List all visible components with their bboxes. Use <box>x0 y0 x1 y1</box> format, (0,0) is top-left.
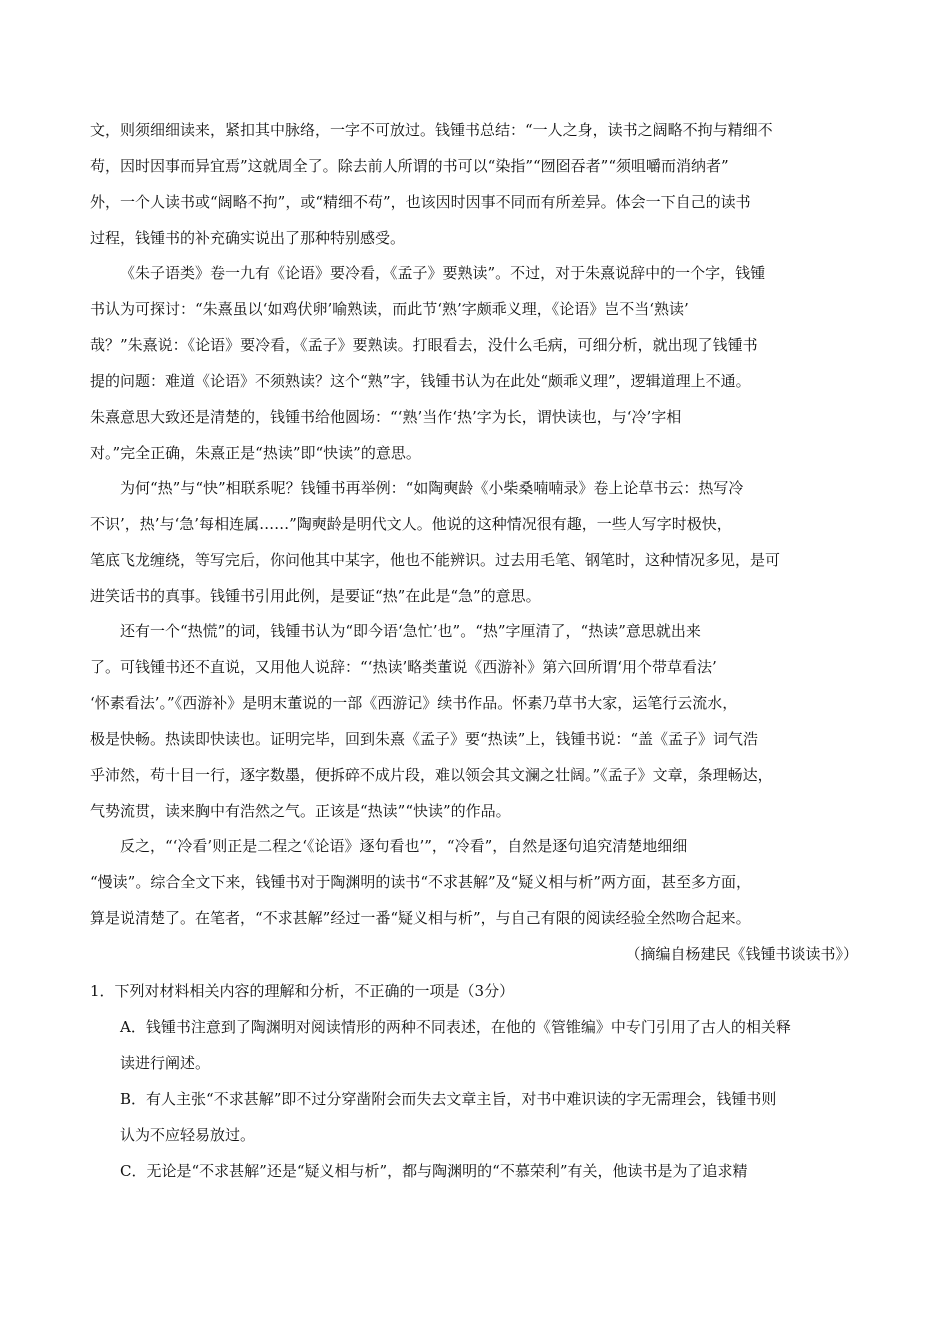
article-line: 哉？”朱熹说：《论语》要冷看，《孟子》要熟读。打眼看去，没什么毛病，可细分析，就出现了钱锺书 <box>90 336 758 354</box>
article-line: 气势流贯，读来胸中有浩然之气。正该是“热读”“快读”的作品。 <box>90 802 511 820</box>
article-line: 极是快畅。热读即快读也。证明完毕，回到朱熹《孟子》要“热读”上，钱锺书说：“盖《孟子》词气浩 <box>90 730 759 748</box>
article-line: 不识’，热’与‘急’每相连属……”陶奭龄是明代文人。他说的这种情况很有趣，一些人写字时极快， <box>90 515 732 533</box>
article-line: 外，一个人读书或“阔略不拘”，或“精细不苟”，也该因时因事不同而有所差异。体会一下自己的读书 <box>90 193 751 211</box>
article-line: “慢读”。综合全文下来，钱锺书对于陶渊明的读书“不求甚解”及“疑义相与析”两方面，甚至多方面， <box>90 873 752 891</box>
option-a: A．钱锺书注意到了陶渊明对阅读情形的两种不同表述，在他的《管锥编》中专门引用了古人的相关释 <box>120 1018 791 1036</box>
option-a-continued: 读进行阐述。 <box>120 1054 211 1072</box>
article-line: ‘怀素看法’。”《西游补》是明末董说的一部《西游记》续书作品。怀素乃草书大家，运笔行云流水， <box>90 694 738 712</box>
option-b-continued: 认为不应轻易放过。 <box>120 1126 256 1144</box>
article-line: 苟，因时因事而异宜焉”这就周全了。除去前人所谓的书可以“染指”“囫囵吞者”“须咀嚼而消纳者” <box>90 157 729 175</box>
article-line: 算是说清楚了。在笔者，“不求甚解”经过一番“疑义相与析”，与自己有限的阅读经验全然吻合起来。 <box>90 909 751 927</box>
article-line: 还有一个“热慌”的词，钱锺书认为“即今语‘急忙’也”。“热”字厘清了，“热读”意思就出来 <box>120 622 701 640</box>
article-line: 对。”完全正确，朱熹正是“热读”即“快读”的意思。 <box>90 444 421 462</box>
article-line: 《朱子语类》卷一九有《论语》要冷看，《孟子》要熟读”。不过，对于朱熹说辞中的一个字，钱锺 <box>120 264 766 282</box>
article-line: 朱熹意思大致还是清楚的，钱锺书给他圆场：“‘熟’当作‘热’字为长，谓快读也，与‘冷’字相 <box>90 408 682 426</box>
article-line: 提的问题：难道《论语》不须熟读？这个“熟”字，钱锺书认为在此处“颇乖义理”，逻辑道理上不通。 <box>90 372 751 390</box>
option-c: C．无论是“不求甚解”还是“疑义相与析”，都与陶渊明的“不慕荣利”有关，他读书是为了追求精 <box>120 1162 748 1180</box>
article-line: 过程，钱锺书的补充确实说出了那种特别感受。 <box>90 229 406 247</box>
article-line: 乎沛然，苟十目一行，逐字数墨，便拆碎不成片段，难以领会其文澜之壮阔。”《孟子》文章，条理畅达， <box>90 766 773 784</box>
article-line: 了。可钱锺书还不直说，又用他人说辞：“‘热读’略类董说《西游补》第六回所谓‘用个带草看法’ <box>90 658 717 676</box>
article-line: 进笑话书的真事。钱锺书引用此例，是要证“热”在此是“急”的意思。 <box>90 587 541 605</box>
article-line: 书认为可探讨：“朱熹虽以‘如鸡伏卵’喻熟读，而此节‘熟’字颇乖义理，《论语》岂不当‘熟读’ <box>90 300 689 318</box>
article-line: 为何“热”与“快”相联系呢？钱锺书再举例：“如陶奭龄《小柴桑喃喃录》卷上论草书云：热写冷 <box>120 479 744 497</box>
question-stem: 1．下列对材料相关内容的理解和分析，不正确的一项是（3分） <box>90 982 515 1000</box>
option-b: B．有人主张“不求甚解”即不过分穿凿附会而失去文章主旨，对书中难识读的字无需理会，钱锺书则 <box>120 1090 777 1108</box>
article-line: 笔底飞龙缠绕，等写完后，你问他其中某字，他也不能辨识。过去用毛笔、钢笔时，这种情况多见，是可 <box>90 551 781 569</box>
article-source: （摘编自杨建民《钱锺书谈读书》） <box>625 945 858 963</box>
article-line: 文，则须细细读来，紧扣其中脉络，一字不可放过。钱锺书总结：“一人之身，读书之阔略不拘与精细不 <box>90 121 773 139</box>
article-line: 反之，“‘冷看’则正是二程之‘《论语》逐句看也’”，“冷看”，自然是逐句追究清楚地细细 <box>120 837 688 855</box>
